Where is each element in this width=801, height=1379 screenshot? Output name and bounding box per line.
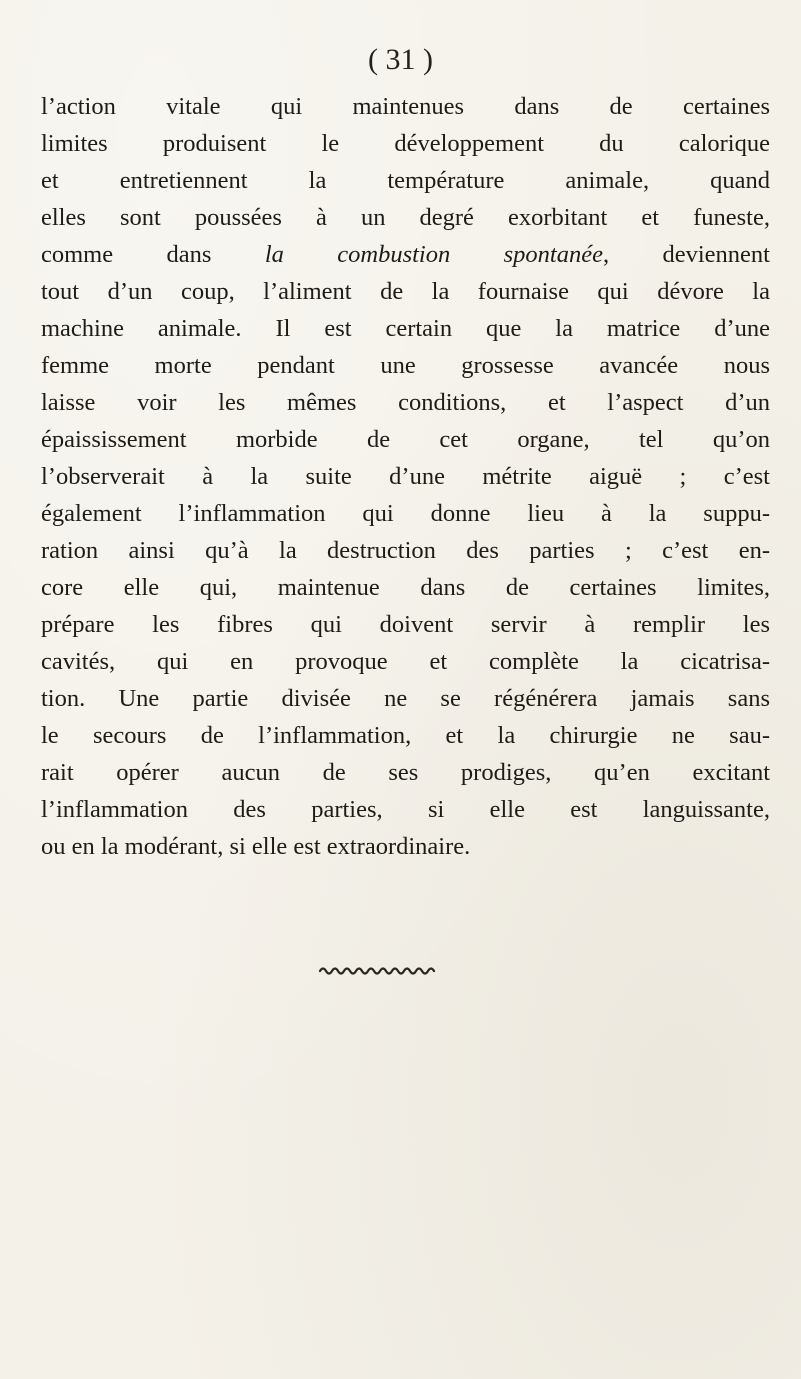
text-run: également l’inflammation qui donne lieu à la suppu- — [41, 500, 770, 527]
text-line — [41, 532, 770, 569]
text-line — [41, 125, 770, 162]
text-run: rait opérer aucun de ses prodiges, qu’en excitant — [41, 759, 770, 786]
text-run: le secours de l’inflammation, et la chirurgie ne sau- — [41, 722, 770, 749]
text-run: , deviennent — [602, 241, 770, 268]
text-run: core elle qui, maintenue dans de certaines limites, — [41, 574, 770, 601]
text-line — [41, 828, 770, 865]
text-line — [41, 384, 770, 421]
text-line — [41, 236, 770, 273]
text-line — [41, 347, 770, 384]
text-run: laisse voir les mêmes conditions, et l’aspect d’un — [41, 389, 770, 416]
text-line — [41, 791, 770, 828]
text-line — [41, 569, 770, 606]
text-line — [41, 495, 770, 532]
text-run: tout d’un coup, l’aliment de la fournaise qui dévore la — [41, 278, 770, 305]
text-run: femme morte pendant une grossesse avancée nous — [41, 352, 770, 379]
text-run: elles sont poussées à un degré exorbitant et funeste, — [41, 204, 770, 231]
text-line — [41, 606, 770, 643]
text-line — [41, 643, 770, 680]
text-line — [41, 199, 770, 236]
text-run: épaississement morbide de cet organe, tel qu’on — [41, 426, 770, 453]
wavy-rule-ornament-icon — [318, 965, 438, 977]
body-paragraph — [41, 88, 770, 865]
text-line — [41, 310, 770, 347]
text-run: limites produisent le développement du calorique — [41, 130, 770, 157]
text-run: et entretiennent la température animale, quand — [41, 167, 770, 194]
text-run: prépare les fibres qui doivent servir à remplir les — [41, 611, 770, 638]
text-line — [41, 754, 770, 791]
text-line — [41, 421, 770, 458]
text-run: l’action vitale qui maintenues dans de certaines — [41, 93, 770, 120]
text-run: l’observerait à la suite d’une métrite aiguë ; c’est — [41, 463, 770, 490]
page-number: ( 31 ) — [368, 43, 433, 76]
text-run: ou en la modérant, si elle est extraordinaire. — [41, 833, 471, 860]
text-line — [41, 717, 770, 754]
text-run: comme dans — [41, 241, 265, 268]
text-run: cavités, qui en provoque et complète la cicatrisa- — [41, 648, 770, 675]
italic-phrase: la combustion spontanée — [264, 241, 603, 268]
text-run: l’inflammation des parties, si elle est languissante, — [41, 796, 770, 823]
text-line — [41, 162, 770, 199]
text-run: tion. Une partie divisée ne se régénérera jamais sans — [41, 685, 770, 712]
ornament-wave — [320, 969, 434, 974]
text-line — [41, 273, 770, 310]
text-run: machine animale. Il est certain que la matrice d’une — [41, 315, 770, 342]
text-run: ration ainsi qu’à la destruction des parties ; c’est en- — [41, 537, 770, 564]
text-line — [41, 458, 770, 495]
text-line — [41, 680, 770, 717]
text-line — [41, 88, 770, 125]
